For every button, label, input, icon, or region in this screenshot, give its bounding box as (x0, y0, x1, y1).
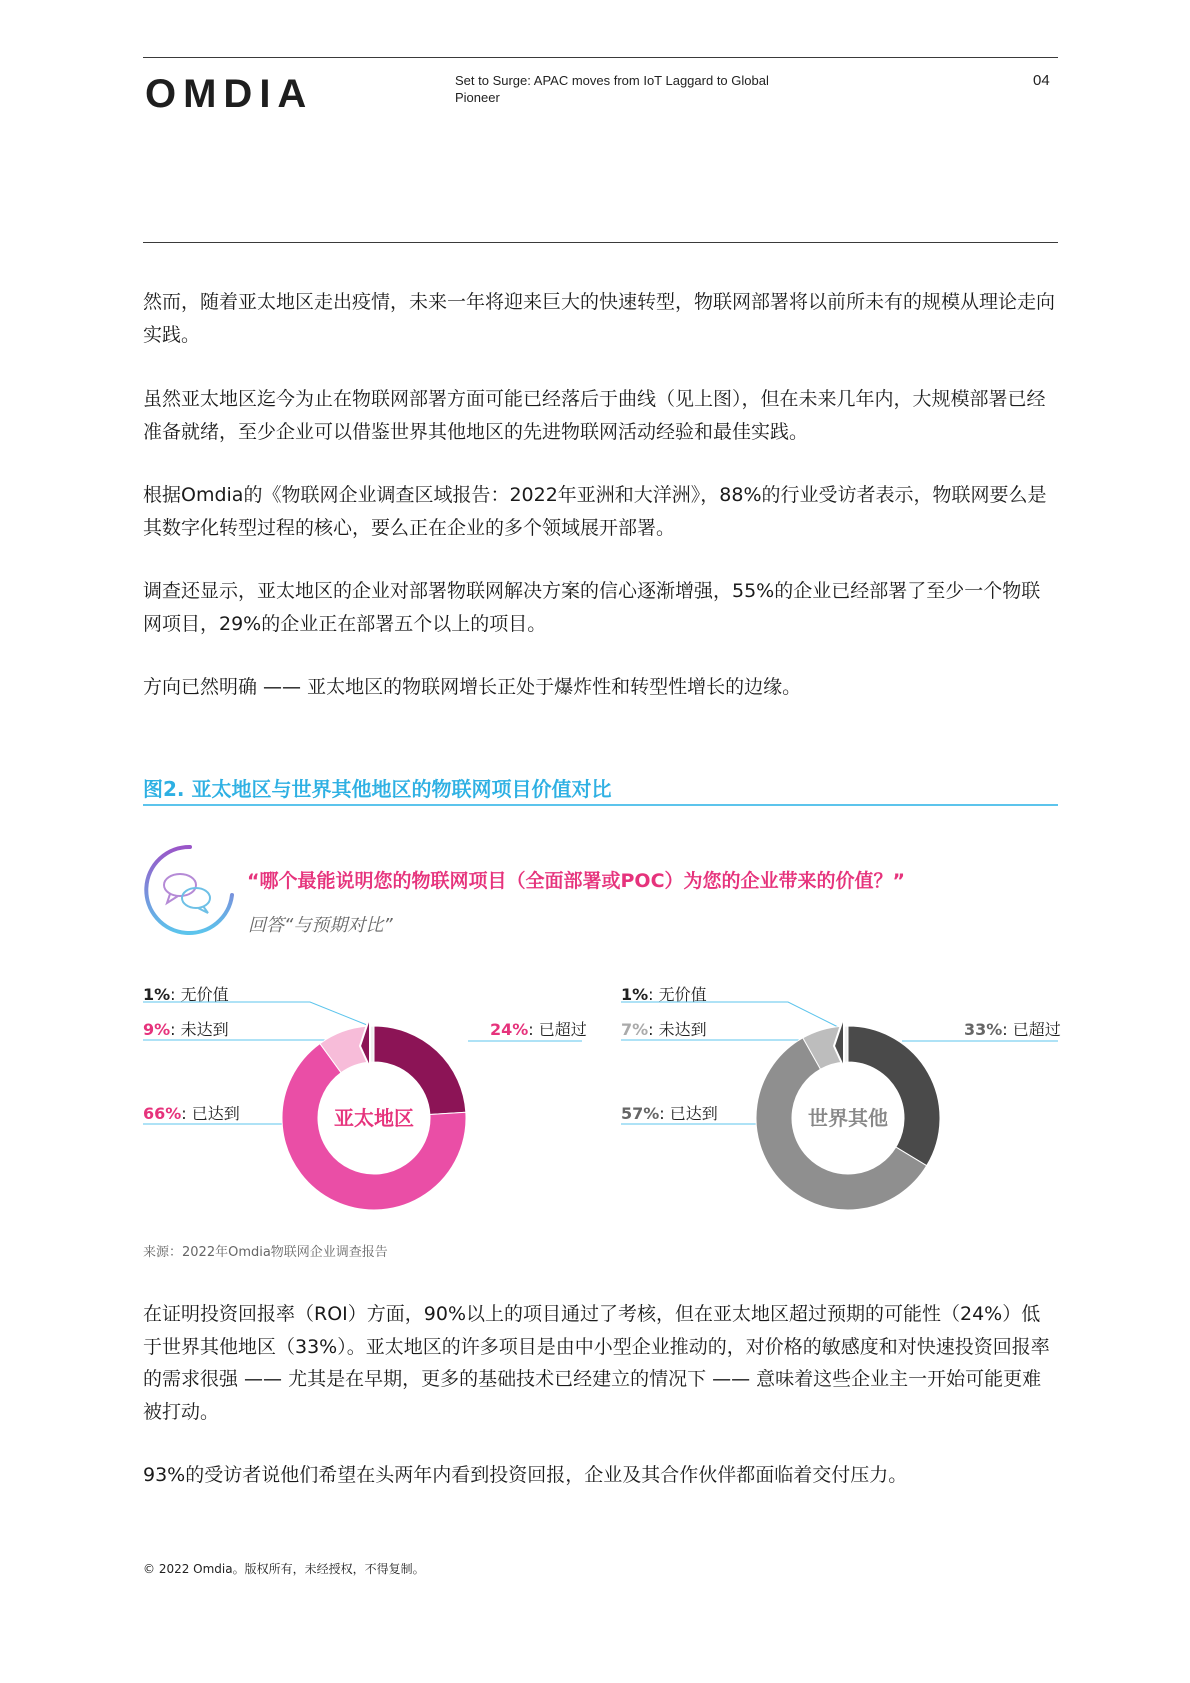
paragraph: 根据Omdia的《物联网企业调查区域报告：2022年亚洲和大洋洲》，88%的行业受访者表示，物联网要么是其数字化转型过程的核心，要么正在企业的多个领域展开部署。 (143, 484, 1047, 539)
copyright-footer: © 2022 Omdia。版权所有，未经授权，不得复制。 (143, 1562, 425, 1576)
data-label-none: 1%: 无价值 (621, 985, 707, 1004)
omdia-logo: OMDIA (145, 72, 314, 116)
figure-title-rule (143, 804, 1058, 806)
data-label-exceeded: 33%: 已超过 (964, 1020, 1061, 1039)
paragraph: 方向已然明确 —— 亚太地区的物联网增长正处于爆炸性和转型性增长的边缘。 (143, 676, 802, 698)
chat-bubbles-icon (140, 842, 235, 937)
data-label-met: 66%: 已达到 (143, 1104, 240, 1123)
figure-title: 图2. 亚太地区与世界其他地区的物联网项目价值对比 (143, 777, 612, 801)
data-label-none: 1%: 无价值 (143, 985, 229, 1004)
paragraph: 调查还显示，亚太地区的企业对部署物联网解决方案的信心逐渐增强，55%的企业已经部署了至少一个物联网项目，29%的企业正在部署五个以上的项目。 (143, 580, 1041, 635)
header-bottom-rule (143, 242, 1058, 243)
slice-exceeded (374, 1026, 466, 1114)
paragraph: 在证明投资回报率（ROI）方面，90%以上的项目通过了考核，但在亚太地区超过预期的可能性（24%）低于世界其他地区（33%）。亚太地区的许多项目是由中小型企业推动的，对价格的敏感度和对快速投资回报率的需求很强 —— 尤其是在早期，更多的基础技术已经建立的情况下 —— 意味着这些企业主一开始可能更难被打动。 (143, 1303, 1050, 1423)
paragraph: 然而，随着亚太地区走出疫情，未来一年将迎来巨大的快速转型，物联网部署将以前所未有的规模从理论走向实践。 (143, 291, 1056, 346)
figure-source: 来源：2022年Omdia物联网企业调查报告 (143, 1245, 388, 1260)
survey-answer-basis: 回答“与预期对比” (248, 915, 393, 936)
donut-center-label: 世界其他 (808, 1106, 888, 1130)
report-title: Set to Surge: APAC moves from IoT Laggard to Global Pioneer (455, 73, 769, 105)
data-label-not-met: 7%: 未达到 (621, 1020, 707, 1039)
data-label-not-met: 9%: 未达到 (143, 1020, 229, 1039)
paragraph: 93%的受访者说他们希望在头两年内看到投资回报，企业及其合作伙伴都面临着交付压力。 (143, 1464, 908, 1486)
slice-exceeded (848, 1026, 940, 1166)
header-top-rule (143, 57, 1058, 58)
donut-center-label: 亚太地区 (334, 1106, 414, 1130)
data-label-met: 57%: 已达到 (621, 1104, 718, 1123)
page-number: 04 (1033, 72, 1050, 89)
paragraph: 虽然亚太地区迄今为止在物联网部署方面可能已经落后于曲线（见上图），但在未来几年内，大规模部署已经准备就绪，至少企业可以借鉴世界其他地区的先进物联网活动经验和最佳实践。 (143, 388, 1046, 443)
survey-question: “哪个最能说明您的物联网项目（全面部署或POC）为您的企业带来的价值？” (247, 870, 905, 892)
data-label-exceeded: 24%: 已超过 (490, 1020, 587, 1039)
